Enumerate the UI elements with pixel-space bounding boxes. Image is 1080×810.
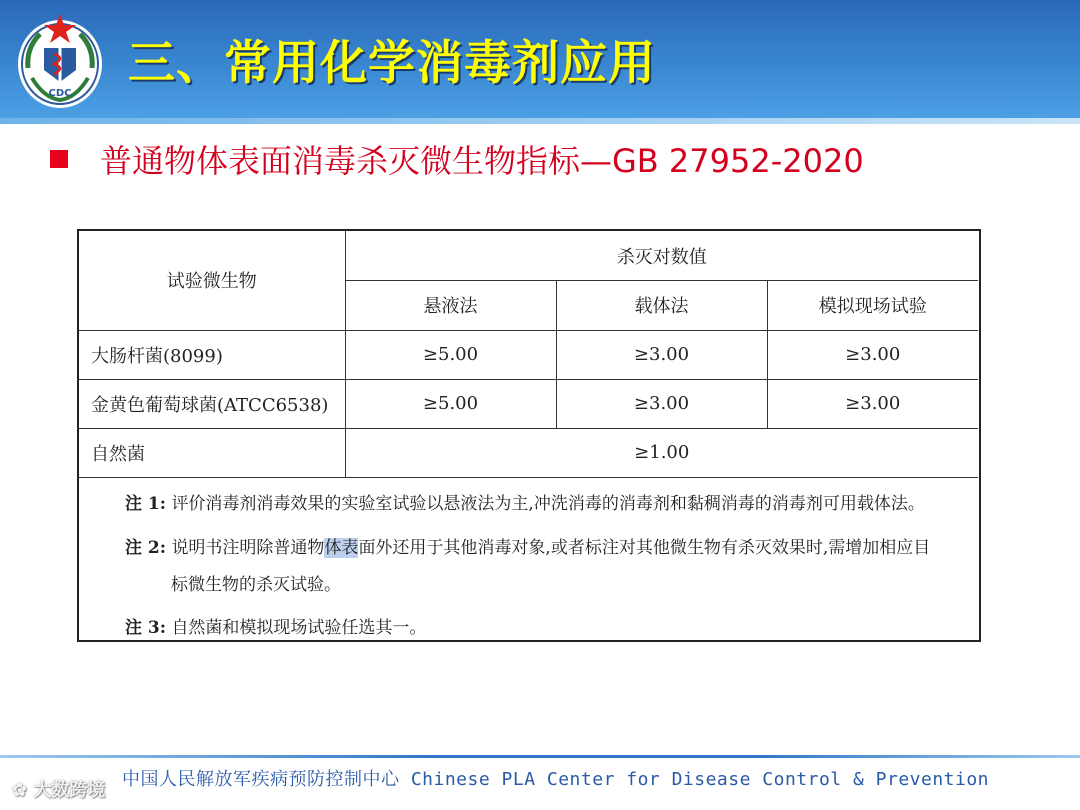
note-text: 自然菌和模拟现场试验任选其一。 — [171, 618, 427, 638]
slide-title: 三、常用化学消毒剂应用 — [128, 36, 656, 91]
bullet-square-icon — [50, 150, 68, 168]
subtitle-row — [50, 138, 864, 180]
note-label: 注 1: — [125, 494, 167, 514]
header-divider — [0, 118, 1080, 124]
row-label: 大肠杆菌(8099) — [79, 330, 345, 379]
table-cell: ≥3.00 — [767, 330, 978, 379]
highlighted-text: 体表 — [324, 538, 359, 558]
row-label: 金黄色葡萄球菌(ATCC6538) — [79, 379, 345, 428]
logo-text: CDC — [48, 88, 72, 99]
standard-table-document — [77, 229, 981, 642]
note-1 — [125, 489, 925, 514]
table-cell: ≥3.00 — [556, 379, 767, 428]
footer-divider — [0, 755, 1080, 758]
pla-cdc-emblem-icon — [14, 8, 106, 112]
note-2-continued: 标微生物的杀灭试验。 — [171, 575, 341, 595]
table-cell: ≥5.00 — [345, 379, 556, 428]
note-text: 面外还用于其他消毒对象,或者标注对其他微生物有杀灭效果时,需增加相应目 — [358, 538, 931, 558]
table-cell: ≥3.00 — [556, 330, 767, 379]
note-3 — [125, 613, 426, 638]
note-text: 评价消毒剂消毒效果的实验室试验以悬液法为主,冲洗消毒的消毒剂和黏稠消毒的消毒剂可用载体法。 — [171, 494, 925, 514]
table-cell: ≥1.00 — [345, 428, 978, 477]
note-text: 说明书注明除普通物 — [171, 538, 325, 558]
watermark — [12, 776, 105, 802]
note-2 — [125, 533, 930, 558]
watermark-text: 大数跨境 — [33, 780, 106, 801]
slide-subtitle: 普通物体表面消毒杀灭微生物指标—GB 27952-2020 — [100, 142, 864, 180]
watermark-logo-icon: ✿ — [12, 780, 34, 801]
footer-organization: 中国人民解放军疾病预防控制中心 Chinese PLA Center for Disease Control & Prevention — [122, 769, 990, 790]
table-cell: ≥5.00 — [345, 330, 556, 379]
note-label: 注 2: — [125, 538, 167, 558]
note-label: 注 3: — [125, 618, 167, 638]
row-label: 自然菌 — [79, 428, 345, 477]
table-row — [79, 379, 978, 428]
table-row — [79, 330, 978, 379]
table-cell: ≥3.00 — [767, 379, 978, 428]
header-test-microbe: 试验微生物 — [79, 231, 345, 330]
header-kill-log-value: 杀灭对数值 — [345, 231, 978, 281]
indicator-table — [79, 231, 978, 478]
header-suspension-method: 悬液法 — [345, 281, 556, 331]
table-row — [79, 428, 978, 477]
header-simulated-field-test: 模拟现场试验 — [767, 281, 978, 331]
header-carrier-method: 载体法 — [556, 281, 767, 331]
